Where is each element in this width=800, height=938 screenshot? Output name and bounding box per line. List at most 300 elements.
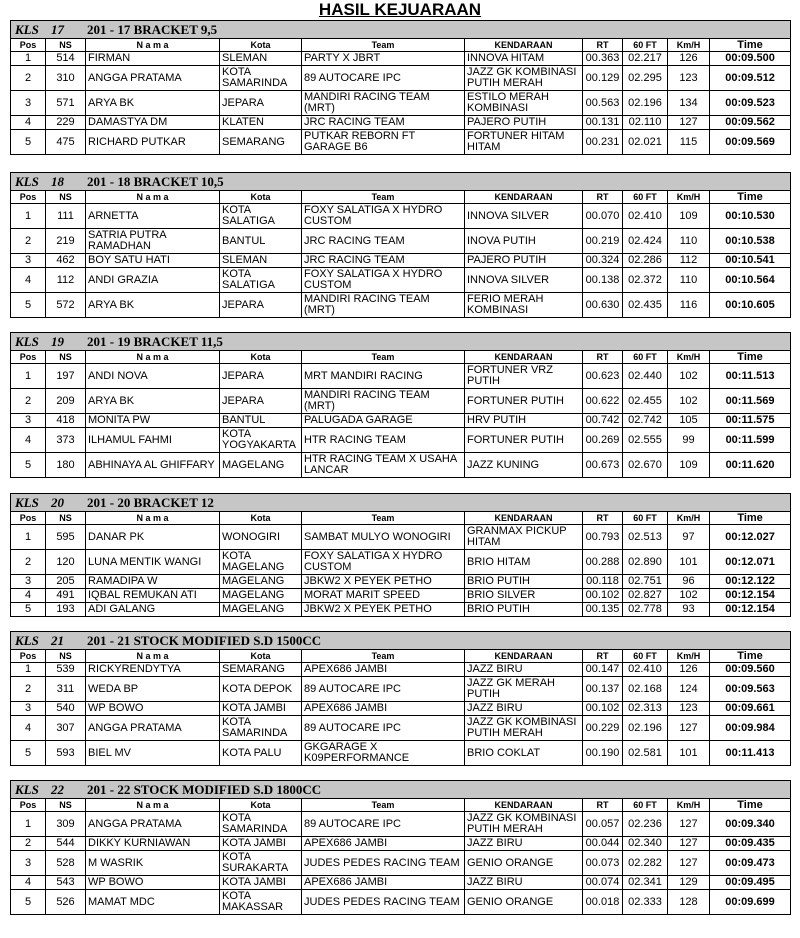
cell-nama: WP BOWO [86,876,220,890]
column-header-kota: Kota [220,799,302,812]
cell-ns: 593 [46,741,86,766]
cell-pos: 5 [11,293,46,318]
column-header-kmh: Km/H [668,39,710,52]
cell-rt: 00.742 [583,414,623,428]
column-header-ns: NS [46,351,86,364]
cell-pos: 1 [11,812,46,837]
cell-time: 00:09.563 [710,677,791,702]
column-header-team: Team [302,799,465,812]
cell-time: 00:09.340 [710,812,791,837]
cell-nama: ARYA BK [86,91,220,116]
column-header-time: Time [710,799,791,812]
cell-ns: 491 [46,589,86,603]
table-row [11,389,791,414]
cell-ns: 526 [46,890,86,915]
cell-rt: 00.793 [583,525,623,550]
table-row [11,52,791,66]
cell-kmh: 127 [668,716,710,741]
cell-time: 00:11.599 [710,428,791,453]
cell-kmh: 99 [668,428,710,453]
class-number: 20 [51,495,64,510]
cell-pos: 3 [11,254,46,268]
cell-ft60: 02.778 [623,603,668,617]
cell-ft60: 02.282 [623,851,668,876]
page-title-text: HASIL KEJUARAAN [318,0,482,19]
column-header-ns: NS [46,191,86,204]
table-row [11,414,791,428]
cell-nama: IQBAL REMUKAN ATI [86,589,220,603]
cell-pos: 1 [11,204,46,229]
column-header-team: Team [302,351,465,364]
results-table [10,631,791,766]
table-row [11,716,791,741]
class-title: 201 - 21 STOCK MODIFIED S.D 1500CC [87,633,322,648]
table-row [11,116,791,130]
table-row [11,876,791,890]
cell-nama: BIEL MV [86,741,220,766]
cell-team: MANDIRI RACING TEAM (MRT) [302,91,465,116]
cell-team: APEX686 JAMBI [302,837,465,851]
cell-nama: DAMASTYA DM [86,116,220,130]
cell-team: JRC RACING TEAM [302,116,465,130]
cell-ft60: 02.410 [623,663,668,677]
cell-time: 00:09.495 [710,876,791,890]
table-row [11,589,791,603]
cell-team: 89 AUTOCARE IPC [302,716,465,741]
cell-team: 89 AUTOCARE IPC [302,677,465,702]
cell-ft60: 02.827 [623,589,668,603]
column-header-row [11,191,791,204]
cell-rt: 00.147 [583,663,623,677]
cell-time: 00:09.435 [710,837,791,851]
cell-pos: 3 [11,414,46,428]
cell-kmh: 127 [668,851,710,876]
cell-team: HTR RACING TEAM X USAHA LANCAR [302,453,465,478]
cell-kota: KOTA SALATIGA [220,204,302,229]
cell-nama: ANGGA PRATAMA [86,66,220,91]
cell-time: 00:10.541 [710,254,791,268]
cell-pos: 2 [11,66,46,91]
column-header-nama: N a m a [86,39,220,52]
cell-kendaraan: FORTUNER PUTIH [465,428,583,453]
cell-kendaraan: HRV PUTIH [465,414,583,428]
column-header-pos: Pos [11,512,46,525]
class-header-cell [11,173,791,191]
column-header-time: Time [710,351,791,364]
results-table [10,20,791,155]
cell-kendaraan: FORTUNER HITAM HITAM [465,130,583,155]
results-table [10,172,791,318]
cell-kmh: 110 [668,268,710,293]
column-header-nama: N a m a [86,191,220,204]
table-row [11,837,791,851]
cell-kota: KOTA DEPOK [220,677,302,702]
cell-ft60: 02.313 [623,702,668,716]
column-header-ft60: 60 FT [623,650,668,663]
cell-kmh: 115 [668,130,710,155]
cell-team: JRC RACING TEAM [302,229,465,254]
cell-kota: KOTA SAMARINDA [220,812,302,837]
cell-kendaraan: GENIO ORANGE [465,890,583,915]
cell-ns: 309 [46,812,86,837]
cell-kota: SEMARANG [220,130,302,155]
cell-rt: 00.131 [583,116,623,130]
class-title: 201 - 17 BRACKET 9,5 [87,22,218,37]
cell-team: JBKW2 X PEYEK PETHO [302,575,465,589]
cell-kendaraan: INOVA PUTIH [465,229,583,254]
cell-kendaraan: GRANMAX PICKUP HITAM [465,525,583,550]
cell-ft60: 02.742 [623,414,668,428]
cell-rt: 00.135 [583,603,623,617]
table-row [11,890,791,915]
class-section [10,631,790,766]
cell-team: MORAT MARIT SPEED [302,589,465,603]
cell-ft60: 02.236 [623,812,668,837]
cell-ns: 193 [46,603,86,617]
column-header-kendaraan: KENDARAAN [465,512,583,525]
table-row [11,229,791,254]
cell-ns: 219 [46,229,86,254]
column-header-pos: Pos [11,39,46,52]
class-title: 201 - 20 BRACKET 12 [87,495,214,510]
cell-kendaraan: PAJERO PUTIH [465,254,583,268]
cell-kmh: 101 [668,550,710,575]
cell-nama: DIKKY KURNIAWAN [86,837,220,851]
cell-rt: 00.129 [583,66,623,91]
cell-kota: MAGELANG [220,453,302,478]
cell-kota: KOTA MAKASSAR [220,890,302,915]
cell-kmh: 112 [668,254,710,268]
cell-kmh: 93 [668,603,710,617]
cell-ft60: 02.670 [623,453,668,478]
column-header-kmh: Km/H [668,799,710,812]
cell-kendaraan: JAZZ GK MERAH PUTIH [465,677,583,702]
table-row [11,741,791,766]
cell-time: 00:09.661 [710,702,791,716]
cell-kota: JEPARA [220,389,302,414]
cell-ns: 307 [46,716,86,741]
cell-kendaraan: JAZZ KUNING [465,453,583,478]
class-header-band [11,494,791,512]
column-header-nama: N a m a [86,799,220,812]
cell-ft60: 02.286 [623,254,668,268]
cell-kendaraan: JAZZ GK KOMBINASI PUTIH MERAH [465,812,583,837]
cell-kendaraan: GENIO ORANGE [465,851,583,876]
cell-rt: 00.018 [583,890,623,915]
cell-ns: 180 [46,453,86,478]
column-header-row [11,799,791,812]
table-row [11,293,791,318]
class-header-cell [11,21,791,39]
cell-team: JRC RACING TEAM [302,254,465,268]
cell-ns: 111 [46,204,86,229]
cell-pos: 2 [11,677,46,702]
class-header-band [11,173,791,191]
cell-kota: JEPARA [220,364,302,389]
cell-pos: 2 [11,229,46,254]
cell-ft60: 02.581 [623,741,668,766]
cell-pos: 3 [11,91,46,116]
cell-ns: 514 [46,52,86,66]
cell-pos: 4 [11,876,46,890]
table-row [11,204,791,229]
cell-time: 00:09.500 [710,52,791,66]
cell-kendaraan: FERIO MERAH KOMBINASI [465,293,583,318]
cell-team: APEX686 JAMBI [302,663,465,677]
cell-kota: SEMARANG [220,663,302,677]
cell-time: 00:10.605 [710,293,791,318]
table-row [11,453,791,478]
cell-kendaraan: BRIO PUTIH [465,575,583,589]
cell-kmh: 129 [668,876,710,890]
cell-ns: 462 [46,254,86,268]
class-section [10,493,790,617]
cell-nama: ANDI NOVA [86,364,220,389]
table-row [11,677,791,702]
cell-kota: MAGELANG [220,575,302,589]
cell-ft60: 02.751 [623,575,668,589]
cell-ns: 539 [46,663,86,677]
column-header-ns: NS [46,799,86,812]
cell-rt: 00.118 [583,575,623,589]
cell-team: MRT MANDIRI RACING [302,364,465,389]
cell-kota: WONOGIRI [220,525,302,550]
column-header-row [11,351,791,364]
class-label: KLS [15,22,39,37]
cell-kendaraan: BRIO PUTIH [465,603,583,617]
class-header-band [11,781,791,799]
class-number: 19 [51,334,64,349]
column-header-pos: Pos [11,351,46,364]
table-row [11,525,791,550]
cell-ns: 418 [46,414,86,428]
cell-nama: WEDA BP [86,677,220,702]
table-row [11,812,791,837]
cell-pos: 4 [11,116,46,130]
cell-team: HTR RACING TEAM [302,428,465,453]
cell-time: 00:09.562 [710,116,791,130]
cell-ns: 475 [46,130,86,155]
cell-team: JBKW2 X PEYEK PETHO [302,603,465,617]
cell-team: PUTKAR REBORN FT GARAGE B6 [302,130,465,155]
cell-kendaraan: JAZZ GK KOMBINASI PUTIH MERAH [465,66,583,91]
cell-rt: 00.070 [583,204,623,229]
cell-kmh: 102 [668,364,710,389]
cell-pos: 5 [11,603,46,617]
column-header-pos: Pos [11,191,46,204]
table-row [11,364,791,389]
class-section [10,172,790,318]
results-table [10,332,791,478]
column-header-kota: Kota [220,39,302,52]
cell-rt: 00.229 [583,716,623,741]
cell-ns: 112 [46,268,86,293]
cell-kota: KOTA MAGELANG [220,550,302,575]
cell-nama: RICHARD PUTKAR [86,130,220,155]
cell-time: 00:12.154 [710,589,791,603]
cell-team: PARTY X JBRT [302,52,465,66]
cell-team: APEX686 JAMBI [302,876,465,890]
cell-kmh: 123 [668,702,710,716]
cell-rt: 00.630 [583,293,623,318]
cell-kmh: 127 [668,812,710,837]
cell-kendaraan: JAZZ BIRU [465,663,583,677]
cell-pos: 3 [11,851,46,876]
column-header-time: Time [710,191,791,204]
cell-ft60: 02.196 [623,716,668,741]
table-row [11,268,791,293]
cell-kmh: 116 [668,293,710,318]
cell-team: APEX686 JAMBI [302,702,465,716]
cell-ft60: 02.110 [623,116,668,130]
cell-kmh: 134 [668,91,710,116]
cell-ns: 571 [46,91,86,116]
cell-pos: 5 [11,741,46,766]
cell-kmh: 126 [668,663,710,677]
class-label: KLS [15,174,39,189]
table-row [11,702,791,716]
column-header-ft60: 60 FT [623,512,668,525]
cell-ns: 595 [46,525,86,550]
cell-rt: 00.044 [583,837,623,851]
column-header-kendaraan: KENDARAAN [465,799,583,812]
cell-nama: ANGGA PRATAMA [86,716,220,741]
class-label: KLS [15,782,39,797]
class-header-band [11,632,791,650]
table-row [11,851,791,876]
column-header-nama: N a m a [86,351,220,364]
cell-ft60: 02.435 [623,293,668,318]
cell-kmh: 96 [668,575,710,589]
class-title: 201 - 22 STOCK MODIFIED S.D 1800CC [87,782,322,797]
cell-ft60: 02.196 [623,91,668,116]
column-header-kendaraan: KENDARAAN [465,650,583,663]
cell-team: MANDIRI RACING TEAM (MRT) [302,389,465,414]
cell-time: 00:10.530 [710,204,791,229]
cell-nama: ILHAMUL FAHMI [86,428,220,453]
cell-kota: SLEMAN [220,52,302,66]
cell-kota: KOTA PALU [220,741,302,766]
cell-pos: 5 [11,890,46,915]
table-row [11,663,791,677]
column-header-time: Time [710,650,791,663]
column-header-ft60: 60 FT [623,39,668,52]
column-header-nama: N a m a [86,650,220,663]
cell-kmh: 97 [668,525,710,550]
column-header-time: Time [710,39,791,52]
column-header-kendaraan: KENDARAAN [465,351,583,364]
cell-kota: KOTA SAMARINDA [220,716,302,741]
cell-time: 00:12.122 [710,575,791,589]
cell-kmh: 102 [668,389,710,414]
cell-team: PALUGADA GARAGE [302,414,465,428]
cell-kota: BANTUL [220,414,302,428]
cell-rt: 00.231 [583,130,623,155]
cell-kota: KOTA JAMBI [220,702,302,716]
cell-ns: 205 [46,575,86,589]
cell-pos: 5 [11,130,46,155]
cell-ns: 209 [46,389,86,414]
cell-rt: 00.137 [583,677,623,702]
cell-kmh: 109 [668,453,710,478]
cell-rt: 00.288 [583,550,623,575]
cell-time: 00:11.569 [710,389,791,414]
cell-time: 00:09.523 [710,91,791,116]
column-header-kendaraan: KENDARAAN [465,39,583,52]
cell-kota: KOTA SALATIGA [220,268,302,293]
cell-nama: ANGGA PRATAMA [86,812,220,837]
class-label: KLS [15,495,39,510]
cell-kota: JEPARA [220,293,302,318]
cell-ft60: 02.455 [623,389,668,414]
cell-time: 00:09.569 [710,130,791,155]
cell-pos: 1 [11,52,46,66]
column-header-team: Team [302,650,465,663]
cell-ns: 544 [46,837,86,851]
cell-rt: 00.102 [583,589,623,603]
cell-kmh: 128 [668,890,710,915]
cell-nama: ADI GALANG [86,603,220,617]
cell-nama: ABHINAYA AL GHIFFARY [86,453,220,478]
cell-kmh: 109 [668,204,710,229]
column-header-row [11,39,791,52]
cell-pos: 4 [11,428,46,453]
cell-ft60: 02.168 [623,677,668,702]
column-header-team: Team [302,39,465,52]
cell-time: 00:12.154 [710,603,791,617]
cell-kendaraan: BRIO COKLAT [465,741,583,766]
column-header-kmh: Km/H [668,191,710,204]
cell-team: MANDIRI RACING TEAM (MRT) [302,293,465,318]
cell-kota: KOTA JAMBI [220,876,302,890]
column-header-kendaraan: KENDARAAN [465,191,583,204]
cell-pos: 3 [11,702,46,716]
cell-nama: SATRIA PUTRA RAMADHAN [86,229,220,254]
cell-kendaraan: INNOVA SILVER [465,268,583,293]
cell-kmh: 127 [668,837,710,851]
cell-ft60: 02.341 [623,876,668,890]
cell-ns: 120 [46,550,86,575]
cell-rt: 00.190 [583,741,623,766]
cell-kmh: 127 [668,116,710,130]
cell-ft60: 02.340 [623,837,668,851]
class-label: KLS [15,334,39,349]
cell-kmh: 126 [668,52,710,66]
cell-kendaraan: ESTILO MERAH KOMBINASI [465,91,583,116]
column-header-rt: RT [583,799,623,812]
column-header-rt: RT [583,512,623,525]
cell-ns: 373 [46,428,86,453]
column-header-rt: RT [583,39,623,52]
class-title: 201 - 19 BRACKET 11,5 [87,334,223,349]
cell-ns: 310 [46,66,86,91]
cell-team: 89 AUTOCARE IPC [302,66,465,91]
cell-team: JUDES PEDES RACING TEAM [302,851,465,876]
cell-kota: KOTA SAMARINDA [220,66,302,91]
cell-nama: FIRMAN [86,52,220,66]
cell-pos: 2 [11,837,46,851]
class-section [10,780,790,915]
cell-kota: KOTA YOGYAKARTA [220,428,302,453]
column-header-rt: RT [583,191,623,204]
cell-ns: 543 [46,876,86,890]
column-header-row [11,650,791,663]
cell-rt: 00.269 [583,428,623,453]
class-header-cell [11,494,791,512]
cell-pos: 2 [11,550,46,575]
cell-nama: LUNA MENTIK WANGI [86,550,220,575]
cell-kendaraan: INNOVA HITAM [465,52,583,66]
